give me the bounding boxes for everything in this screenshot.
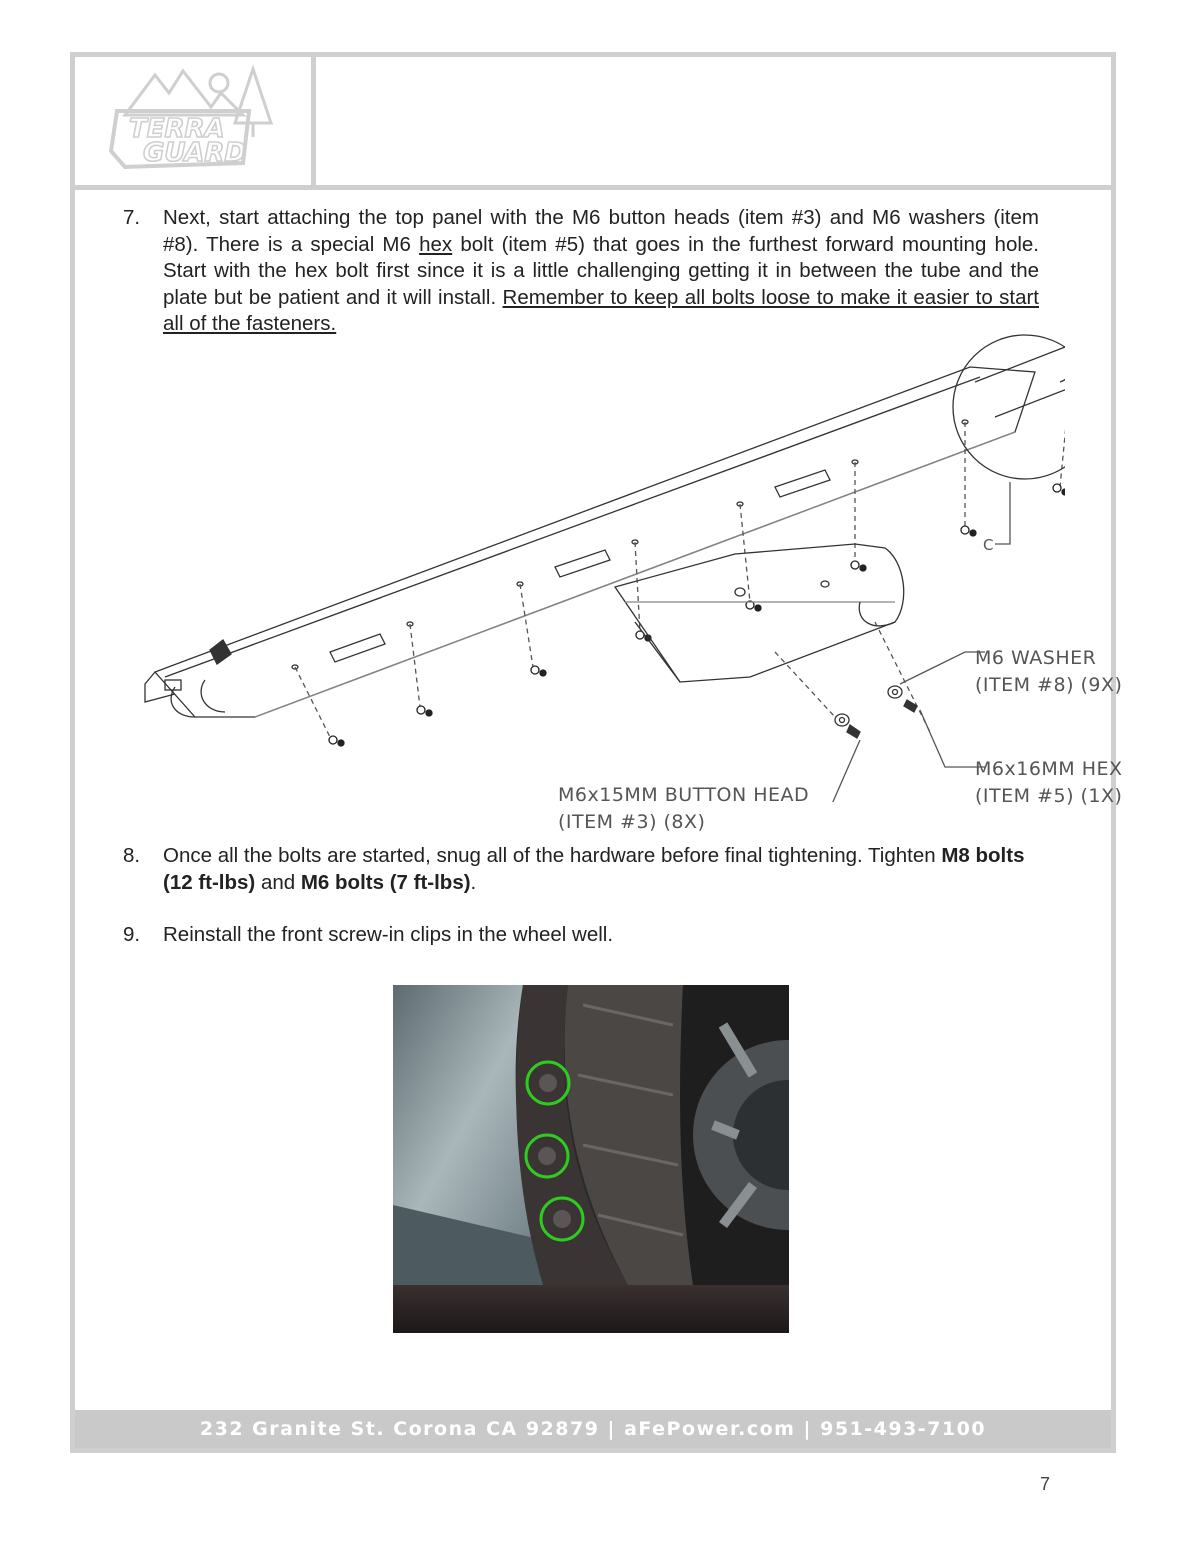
logo-wordmark-bottom: GUARD [143, 138, 247, 168]
step-text-part: and [255, 870, 301, 894]
step-7 [123, 205, 1039, 338]
header [75, 57, 1111, 190]
terra-guard-logo [103, 63, 283, 175]
hex-label-line1: M6x16MM HEX [975, 758, 1123, 780]
footer-contact-bar: 232 Granite St. Corona CA 92879 | aFePower.com | 951-493-7100 [75, 1410, 1111, 1448]
logo-wordmark-top: TERRA [129, 114, 225, 144]
step-number: 8. [123, 844, 141, 867]
hex-label-line2: (ITEM #5) (1X) [975, 785, 1123, 807]
step-text-part: bolt (item #5) that goes in the furthest forward mounting hole. Start with the hex bolt first since it is a little challenging getting it in between the tube and the plate but be patient and it will install. [163, 232, 1039, 309]
underlined-word: hex [419, 232, 453, 256]
bold-torque-m6: M6 bolts (7 ft-lbs) [300, 870, 471, 894]
underlined-note: Remember to keep all bolts loose to make it easier to start all of the fasteners. [163, 285, 1039, 335]
wheel-well-image [393, 985, 789, 1333]
detail-label: C [983, 536, 994, 554]
wheel-well-photo [393, 985, 789, 1333]
step-text: Reinstall the front screw-in clips in the wheel well. [163, 923, 614, 946]
step-text [163, 205, 1039, 338]
washer-label-line1: M6 WASHER [975, 647, 1097, 669]
step-text-part: . [470, 870, 477, 894]
bold-torque-m8: M8 bolts (12 ft-lbs) [163, 844, 1025, 894]
logo-cell [75, 57, 316, 185]
button-label-line2: (ITEM #3) (8X) [558, 811, 706, 833]
rocker-panel-drawing [135, 322, 1065, 802]
step-number: 7. [123, 206, 141, 229]
step-text-part: Once all the bolts are started, snug all of the hardware before final tightening. Tighten [163, 844, 942, 867]
button-label-line1: M6x15MM BUTTON HEAD [558, 784, 810, 806]
washer-label-line2: (ITEM #8) (9X) [975, 674, 1123, 696]
step-8 [123, 843, 1039, 896]
assembly-diagram [135, 322, 1123, 833]
step-text [163, 843, 1039, 896]
step-number: 9. [123, 923, 141, 946]
step-text-part: Next, start attaching the top panel with the M6 button heads (item #3) and M6 washers (item #8). There is a special M6 [163, 206, 1039, 256]
step-9 [123, 922, 1039, 949]
page-frame [70, 52, 1123, 1453]
page-number: 7 [1040, 1474, 1051, 1494]
